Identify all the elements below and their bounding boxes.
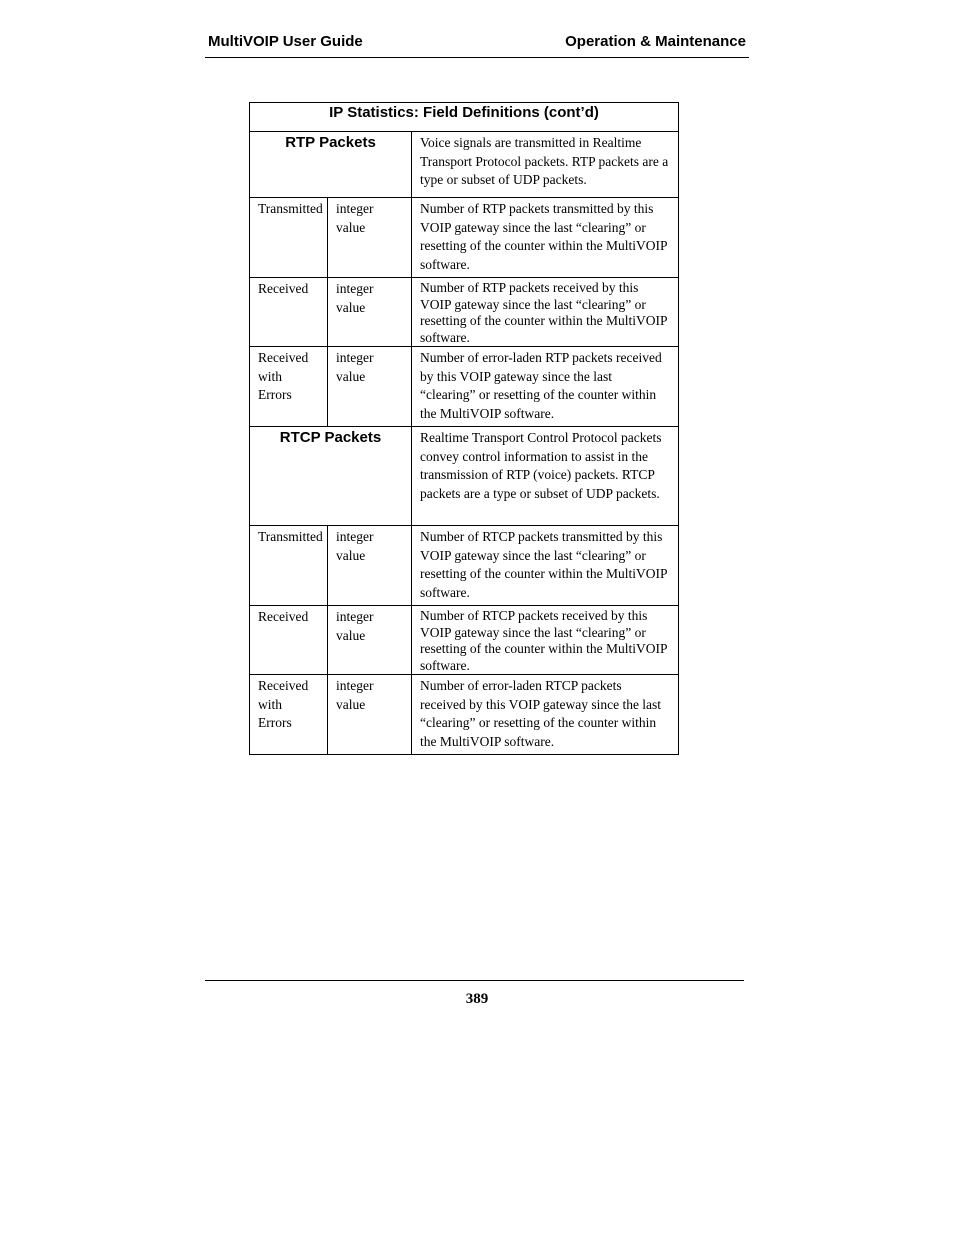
field-type: integer value <box>328 526 412 606</box>
table-row <box>250 606 679 675</box>
section-heading-row <box>250 132 679 198</box>
field-definition: Number of RTCP packets received by this VOIP gateway since the last “clearing” or resetting of the counter within the MultiVOIP software. <box>412 606 679 675</box>
table-row <box>250 675 679 755</box>
table-row <box>250 526 679 606</box>
page-number: 389 <box>465 991 489 1007</box>
section-description-rtp: Voice signals are transmitted in Realtime Transport Protocol packets. RTP packets are a type or subset of UDP packets. <box>412 132 679 198</box>
table-title: IP Statistics: Field Definitions (cont’d) <box>250 103 679 132</box>
table-row <box>250 198 679 278</box>
field-type: integer value <box>328 347 412 427</box>
field-name: Transmitted <box>250 198 328 278</box>
field-name: Received <box>250 606 328 675</box>
running-header-title: MultiVOIP User Guide <box>208 33 363 50</box>
footer-divider <box>205 980 744 981</box>
field-definition: Number of RTP packets transmitted by this VOIP gateway since the last “clearing” or resetting of the counter within the MultiVOIP software. <box>412 198 679 278</box>
field-type: integer value <box>328 278 412 347</box>
header-divider <box>205 57 749 58</box>
field-type: integer value <box>328 606 412 675</box>
field-definition: Number of error-laden RTCP packets received by this VOIP gateway since the last “clearing” or resetting of the counter within the MultiVOIP software. <box>412 675 679 755</box>
section-description-rtcp: Realtime Transport Control Protocol packets convey control information to assist in the transmission of RTP (voice) packets. RTCP packets are a type or subset of UDP packets. <box>412 427 679 526</box>
field-name: Received with Errors <box>250 347 328 427</box>
field-definitions-table <box>249 102 679 755</box>
field-name: Received <box>250 278 328 347</box>
field-definition: Number of RTCP packets transmitted by this VOIP gateway since the last “clearing” or resetting of the counter within the MultiVOIP software. <box>412 526 679 606</box>
field-definition: Number of error-laden RTP packets received by this VOIP gateway since the last “clearing” or resetting of the counter within the MultiVOIP software. <box>412 347 679 427</box>
field-name: Received with Errors <box>250 675 328 755</box>
section-heading-rtcp: RTCP Packets <box>250 427 412 526</box>
table-title-row <box>250 103 679 132</box>
running-header-section: Operation & Maintenance <box>565 33 746 50</box>
field-type: integer value <box>328 675 412 755</box>
field-definition: Number of RTP packets received by this VOIP gateway since the last “clearing” or resetting of the counter within the MultiVOIP software. <box>412 278 679 347</box>
table-row <box>250 278 679 347</box>
field-name: Transmitted <box>250 526 328 606</box>
section-heading-row <box>250 427 679 526</box>
table-row <box>250 347 679 427</box>
section-heading-rtp: RTP Packets <box>250 132 412 198</box>
field-type: integer value <box>328 198 412 278</box>
